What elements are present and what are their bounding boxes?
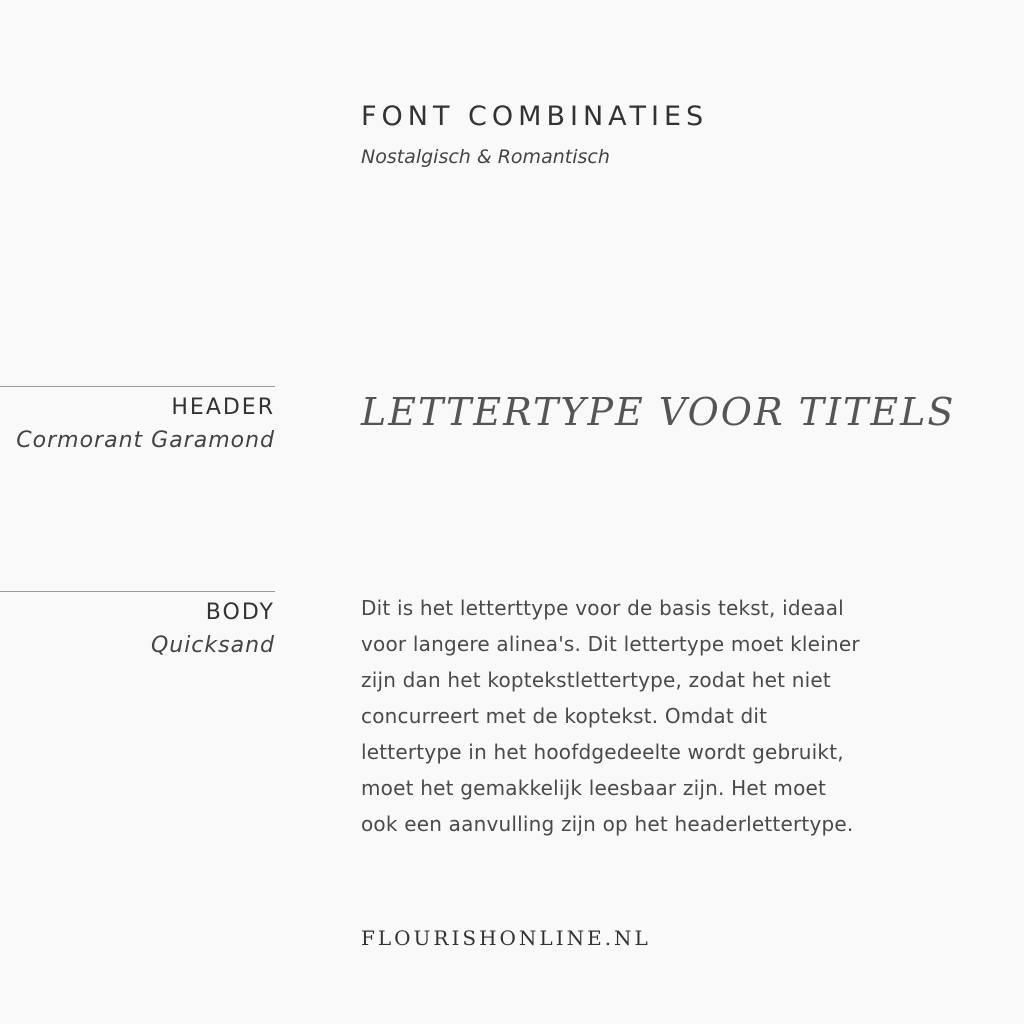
body-sample-line: ook een aanvulling zijn op het headerlettertype. [361,812,854,836]
body-sample-line: moet het gemakkelijk leesbaar zijn. Het moet [361,776,827,800]
body-sample-line: Dit is het letterttype voor de basis tekst, ideaal [361,596,844,620]
header-font-name: Cormorant Garamond [16,428,275,453]
body-font-sample [361,590,921,842]
body-font-name: Quicksand [150,633,275,658]
header-divider [0,386,275,387]
page-subtitle: Nostalgisch & Romantisch [361,146,610,168]
body-sample-line: lettertype in het hoofdgedeelte wordt gebruikt, [361,740,844,764]
body-divider [0,591,275,592]
body-sample-line: concurreert met de koptekst. Omdat dit [361,704,768,728]
header-label: HEADER [171,395,275,420]
body-label: BODY [205,600,275,625]
body-sample-line: zijn dan het koptekstlettertype, zodat het niet [361,668,831,692]
body-sample-line: voor langere alinea's. Dit lettertype moet kleiner [361,632,860,656]
website-url: FLOURISHONLINE.NL [361,926,651,950]
header-font-sample: LETTERTYPE VOOR TITELS [361,390,956,434]
page-title: FONT COMBINATIES [361,101,709,132]
